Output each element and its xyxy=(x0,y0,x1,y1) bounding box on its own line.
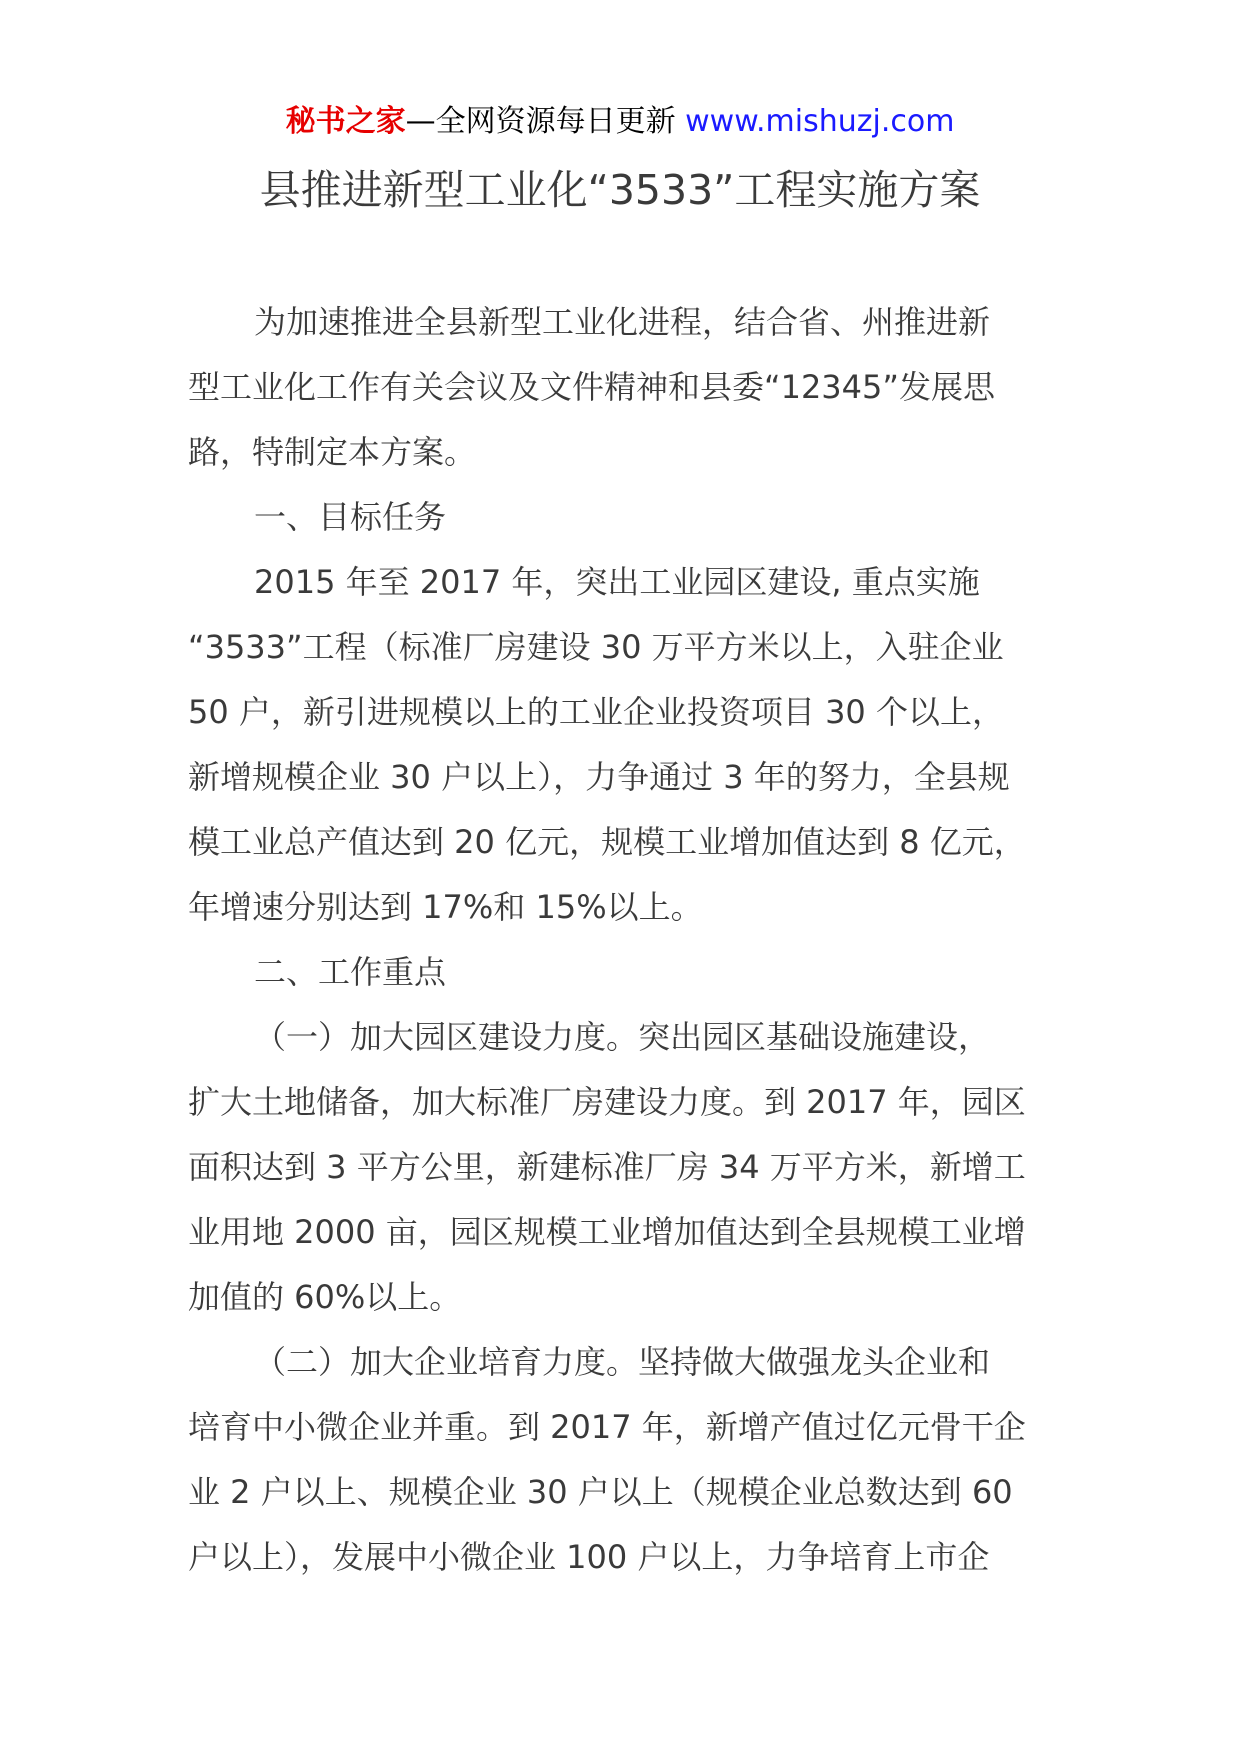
paragraph-line: 业用地 2000 亩，园区规模工业增加值达到全县规模工业增 xyxy=(188,1213,1026,1251)
paragraph-line: 新增规模企业 30 户以上），力争通过 3 年的努力，全县规 xyxy=(188,758,1010,796)
section-heading: 一、目标任务 xyxy=(254,498,447,536)
section-heading-focus xyxy=(188,940,1056,1005)
site-header xyxy=(0,100,1240,144)
paragraph-line: “3533”工程（标准厂房建设 30 万平方米以上，入驻企业 xyxy=(188,628,1004,666)
paragraph-line: 加值的 60%以上。 xyxy=(188,1278,462,1316)
section-heading-goals xyxy=(188,485,1056,550)
paragraph-line: 2015 年至 2017 年，突出工业园区建设, 重点实施 xyxy=(254,563,980,601)
site-url-link[interactable]: www.mishuzj.com xyxy=(685,104,955,139)
paragraph-intro xyxy=(188,290,1056,485)
paragraph-line: 50 户，新引进规模以上的工业企业投资项目 30 个以上， xyxy=(188,693,1004,731)
paragraph-line: 型工业化工作有关会议及文件精神和县委“12345”发展思 xyxy=(188,368,995,406)
document-body xyxy=(188,290,1056,1590)
paragraph-line: 年增速分别达到 17%和 15%以上。 xyxy=(188,888,703,926)
site-brand: 秘书之家 xyxy=(285,104,406,139)
paragraph-line: （二）加大企业培育力度。坚持做大做强龙头企业和 xyxy=(254,1343,991,1381)
section-heading: 二、工作重点 xyxy=(254,953,447,991)
paragraph-line: 扩大土地储备，加大标准厂房建设力度。到 2017 年，园区 xyxy=(188,1083,1026,1121)
site-tagline: —全网资源每日更新 xyxy=(405,104,686,139)
paragraph-line: 为加速推进全县新型工业化进程，结合省、州推进新 xyxy=(254,303,991,341)
paragraph-line: 户以上），发展中小微企业 100 户以上，力争培育上市企 xyxy=(188,1538,990,1576)
document-title: 县推进新型工业化“3533”工程实施方案 xyxy=(259,166,981,214)
paragraph-line: 培育中小微企业并重。到 2017 年，新增产值过亿元骨干企 xyxy=(188,1408,1026,1446)
paragraph-line: 面积达到 3 平方公里，新建标准厂房 34 万平方米，新增工 xyxy=(188,1148,1026,1186)
paragraph-line: 业 2 户以上、规模企业 30 户以上（规模企业总数达到 60 xyxy=(188,1473,1013,1511)
paragraph-line: 路，特制定本方案。 xyxy=(188,433,477,471)
paragraph-line: 模工业总产值达到 20 亿元，规模工业增加值达到 8 亿元， xyxy=(188,823,1026,861)
paragraph-line: （一）加大园区建设力度。突出园区基础设施建设， xyxy=(254,1018,991,1056)
paragraph-goals xyxy=(188,550,1056,940)
paragraph-park-construction xyxy=(188,1005,1056,1330)
paragraph-enterprise-cultivation xyxy=(188,1330,1056,1590)
